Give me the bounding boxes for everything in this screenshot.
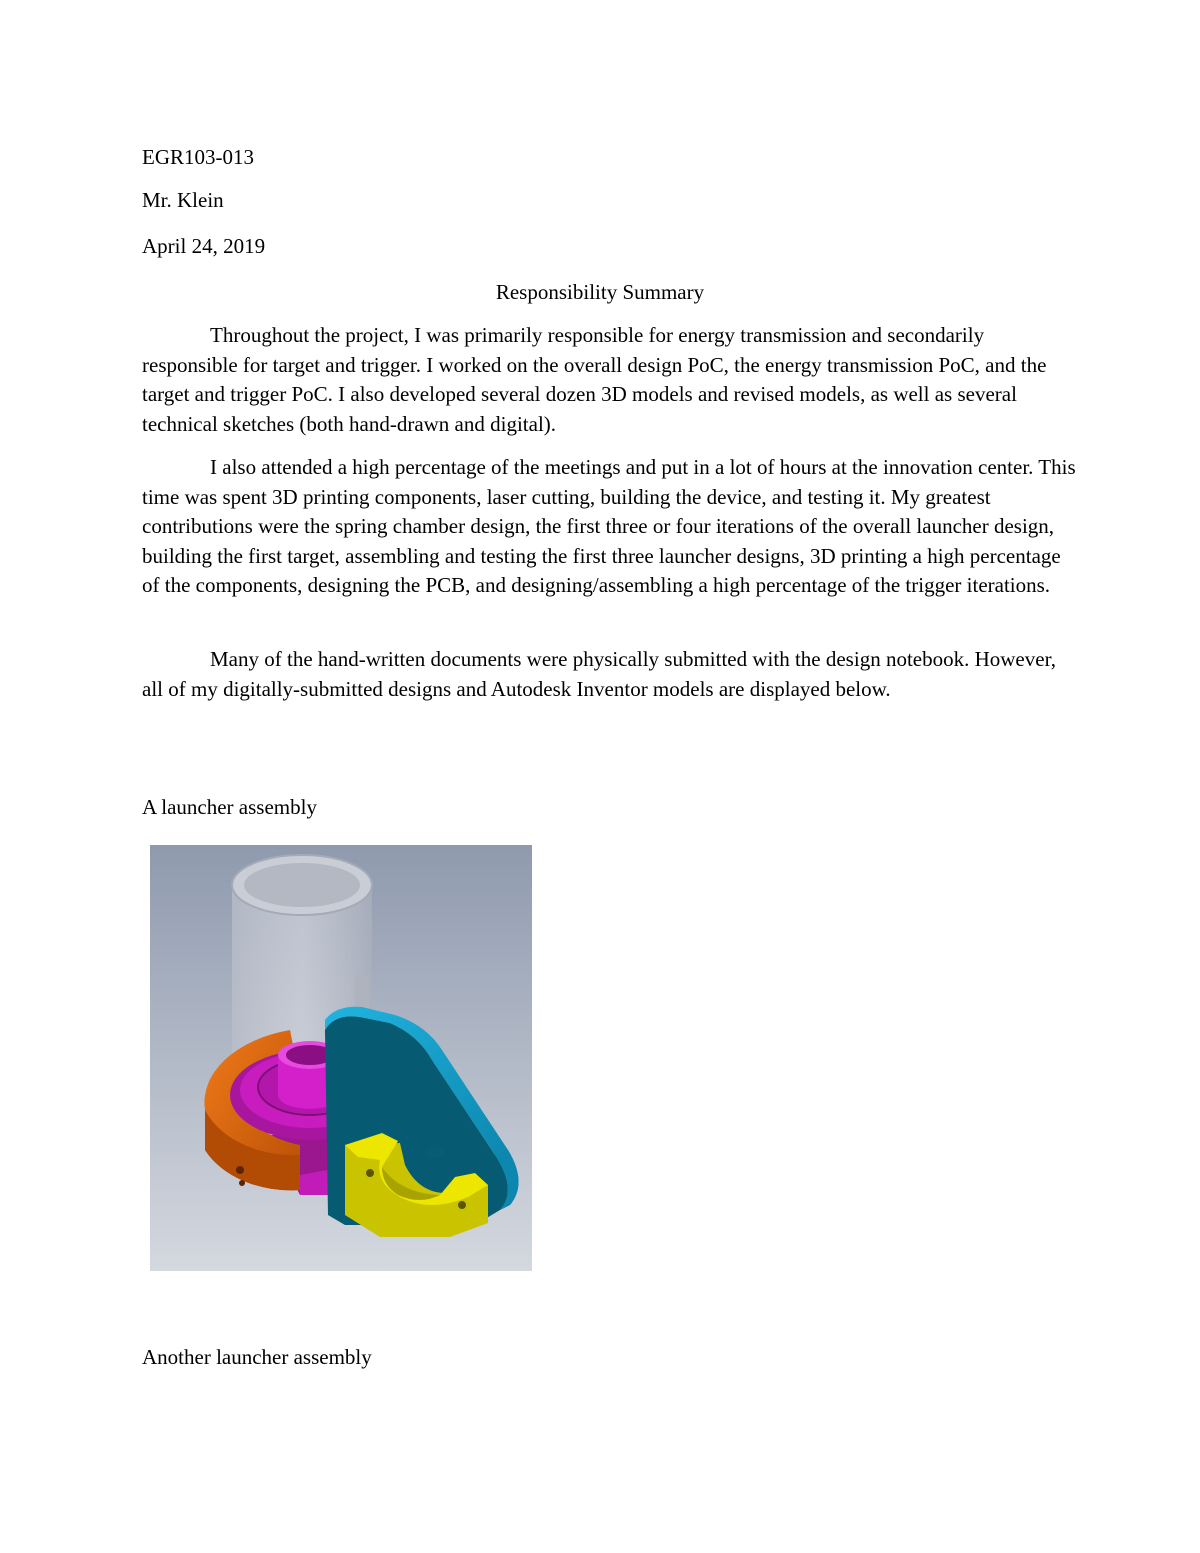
launcher-assembly-image (150, 845, 532, 1271)
paragraph-submission-note: Many of the hand-written documents were physically submitted with the design notebook. However, all of my digitally-submitted designs and Autodesk Inventor models are displayed below. (142, 647, 1056, 701)
paragraph-contributions: I also attended a high percentage of the meetings and put in a lot of hours at the innovation center. This time was spent 3D printing components, laser cutting, building the device, and testing it. My greatest contributions were the spring chamber design, the first three or four iterations of the overall launcher design, building the first target, assembling and testing the first three launcher designs, 3D printing a high percentage of the components, designing the PCB, and designing/assembling a high percentage of the trigger iterations. (142, 455, 1076, 597)
document-title: Responsibility Summary (495, 280, 705, 304)
course-code: EGR103-013 (142, 145, 254, 169)
figure-caption-another-launcher-assembly: Another launcher assembly (142, 1345, 372, 1369)
figure-caption-launcher-assembly: A launcher assembly (142, 795, 317, 819)
instructor-name: Mr. Klein (142, 188, 224, 212)
paragraph-responsibilities: Throughout the project, I was primarily responsible for energy transmission and secondarily responsible for target and trigger. I worked on the overall design PoC, the energy transmission PoC, and the target and trigger PoC. I also developed several dozen 3D models and revised models, as well as several technical sketches (both hand-drawn and digital). (142, 323, 1047, 436)
document-date: April 24, 2019 (142, 234, 266, 258)
